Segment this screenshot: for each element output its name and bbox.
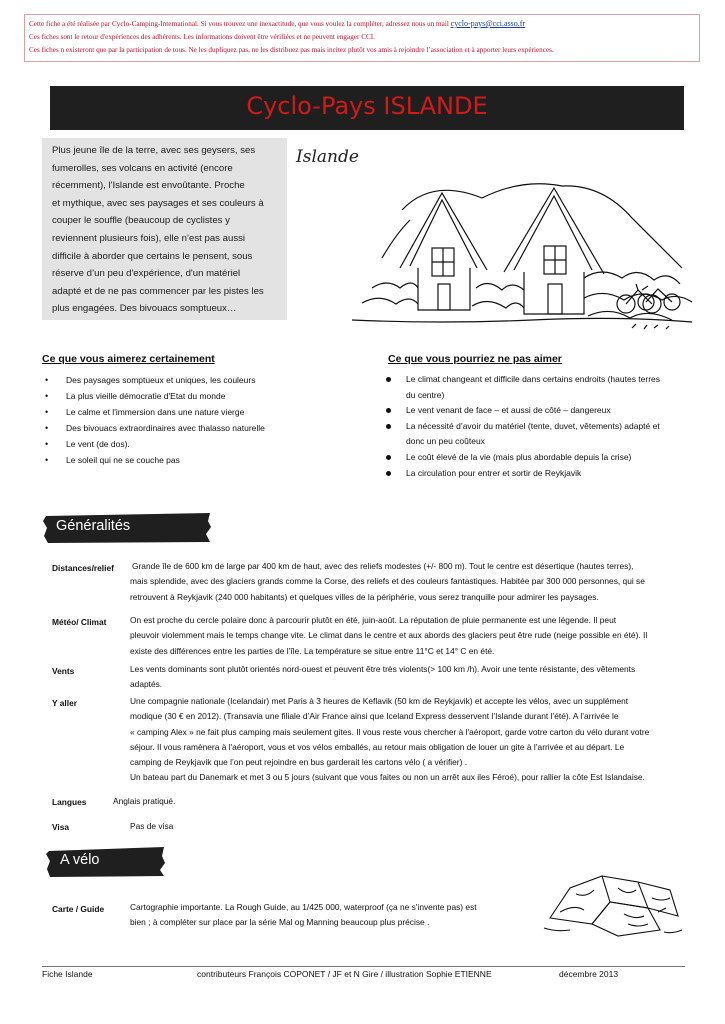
sketch-lines: [352, 184, 692, 329]
dislikes-heading: Ce que vous pourriez ne pas aimer: [388, 353, 562, 365]
section-title: Généralités: [56, 518, 131, 534]
text-carte: Cartographie importante. La Rough Guide, au 1/425 000, waterproof (ça ne s'invente pas) est bien ; à compléter sur place par la série Mal og Manning beaucoup plus précise .: [130, 902, 477, 928]
intro-line: reviennent plusieurs fois), elle n’est pas aussi: [52, 232, 246, 244]
text-distances: Grande île de 600 km de large par 400 km de haut, avec des reliefs modestes (+/- 800 m). Tout le centre est désertique (hautes terres), mais splendide, avec des glaciers grands comme la Corse, des reliefs et des couleurs fantastiques. Habitée par 300 000 personnes, qui se retrouvent à Reykjavik (240 000 habitants) et quelques villes de la périphérie, vous serez tranquille pour admirer les paysages.: [130, 561, 645, 602]
label-meteo: Météo/ Climat: [52, 617, 107, 627]
bullet-icon: [386, 471, 391, 476]
intro-line: Plus jeune île de la terre, avec ses geysers, ses: [52, 145, 256, 156]
intro-line: difficile à aborder que certains le pensent, sous: [52, 250, 253, 262]
list-item: • Des bivouacs extraordinaires avec thalasso naturelle: [42, 420, 342, 436]
section-header-bike: [46, 846, 166, 878]
notice-email-link[interactable]: cyclo-pays@cci.asso.fr: [450, 19, 526, 28]
label-carte: Carte / Guide: [52, 904, 105, 914]
list-item: • Le soleil qui ne se couche pas: [42, 452, 342, 468]
intro-line: plus engagées. Des bivouacs somptueux…: [52, 303, 237, 315]
title-bar: [50, 86, 684, 130]
footer-left: Fiche Islande: [42, 969, 93, 979]
list-item: • Le vent (de dos).: [42, 436, 342, 452]
footer-contributors: contributeurs François COPONET / JF et N Gire / illustration Sophie ETIENNE: [197, 969, 492, 979]
list-item: • La plus vieille démocratie d'Etat du monde: [42, 388, 342, 404]
section-title: A vélo: [60, 852, 100, 868]
list-item: Le climat changeant et difficile dans certains endroits (hautes terres: [382, 372, 702, 388]
list-item: • Le calme et l'immersion dans une nature vierge: [42, 404, 342, 420]
intro-line: et mythique, avec ses paysages et ses couleurs à: [52, 197, 264, 209]
bullet-icon: [386, 455, 391, 460]
likes-heading: Ce que vous aimerez certainement: [42, 353, 215, 365]
list-item: Le coût élevé de la vie (mais plus abordable depuis la crise): [382, 450, 702, 466]
page-title: Cyclo-Pays ISLANDE: [246, 92, 488, 120]
list-item: La nécessité d’avoir du matériel (tente, duvet, vêtements) adapté et: [382, 419, 702, 435]
intro-line: réserve d’un peu d'expérience, d'un matériel: [52, 268, 241, 280]
intro-line: récemment), l'Islande est envoûtante. Proche: [52, 180, 245, 192]
list-item-continuation: donc un peu coûteux: [406, 436, 485, 447]
label-langues: Langues: [52, 797, 87, 807]
text-aller: Une compagnie nationale (Icelandair) met Paris à 3 heures de Keflavik (50 km de Reykjavik) et accepte les vélos, avec un supplément modique (30 € en 2012). (Transavia une filiale d’Air France ainsi que Iceland Express desservent l’Islande durant l’été). A l’arrivée le « camping Alex » ne fait plus camping mais seulement gites. Il vous reste vous chercher à l'aéroport, garde votre carton du vélo durant votre séjour. Il vous ramènera à l'aéroport, vous et vos vélos emballés, au retour mais obligation de louer un gite à l’arrivée et au départ. Le camping de Reykjavik que l’on peut rejoindre en bus garderait les cartons vélo ( a vérifier) . Un bateau part du Danemark et met 3 ou 5 jours (suivant que vous faites ou non un arrêt aux iles Féroé), pour rallier la côte Est Islandaise.: [130, 696, 650, 783]
text-vents: Les vents dominants sont plutôt orientés nord-ouest et peuvent être très violents(> 100 km /h). Avoir une tente résistante, des vêtements adaptés.: [130, 664, 636, 690]
label-vents: Vents: [52, 666, 75, 676]
text-langues: Anglais pratiqué.: [113, 796, 176, 806]
list-item: • Des paysages somptueux et uniques, les couleurs: [42, 372, 342, 388]
text-visa: Pas de visa: [130, 821, 174, 831]
footer-date: décembre 2013: [559, 969, 619, 979]
notice-box: [24, 14, 700, 62]
bullet-icon: [386, 377, 391, 382]
text-meteo: On est proche du cercle polaire donc à parcourir plutôt en été, juin-août. La réputation de pluie permanente est une légende. Il peut pleuvoir violemment mais le temps change vite. Le climat dans le centre et aux abords des glaciers peut être rude (neige possible en été). Il existe des différences entre les parties de l’île. La température se situe entre 11°C et 14° C en été.: [130, 615, 648, 656]
dislikes-list: [382, 372, 702, 481]
list-item: La circulation pour entrer et sortir de Reykjavik: [382, 466, 702, 482]
section-header-general: [42, 512, 212, 544]
intro-line: adapté et de ne pas commencer par les pistes les: [52, 285, 264, 297]
map-illustration: [540, 868, 685, 940]
footer-divider: [42, 966, 685, 967]
notice-line-3: Ces fiches n existeront que par la participation de tous. Ne les dupliquez pas, ne les distribuez pas mais incitez plutôt vos amis à rejoindre l’association et à apporter leurs expériences.: [29, 46, 554, 54]
list-item-continuation: du centre): [406, 389, 445, 400]
list-item: Le vent venant de face – et aussi de côté – dangereux: [382, 403, 702, 419]
notice-line-1: Cette fiche a été réalisée par Cyclo-Camping-International. Si vous trouvez une inexactitude, que vous voulez la compléter, adressez nous un mail cyclo-pays@cci.asso.fr: [29, 19, 526, 28]
intro-box: [42, 138, 287, 320]
illustration-caption: Islande: [296, 147, 359, 167]
bullet-icon: [386, 424, 391, 429]
label-distances: Distances/relief: [52, 563, 114, 573]
turf-houses-illustration: [292, 138, 712, 338]
label-aller: Y aller: [52, 698, 77, 708]
likes-list: [42, 372, 342, 468]
bullet-icon: [386, 408, 391, 413]
intro-line: fumerolles, ses volcans en activité (encore: [52, 162, 233, 174]
intro-line: couper le souffle (beaucoup de cyclistes y: [52, 215, 230, 227]
notice-line-2: Ces fiches sont le retour d'expériences des adhérents. Les informations doivent être vérifiées et ne peuvent engager CCI.: [29, 33, 375, 41]
turf-houses-sketch: [292, 138, 712, 338]
map-sketch: [540, 868, 685, 940]
label-visa: Visa: [52, 822, 70, 832]
